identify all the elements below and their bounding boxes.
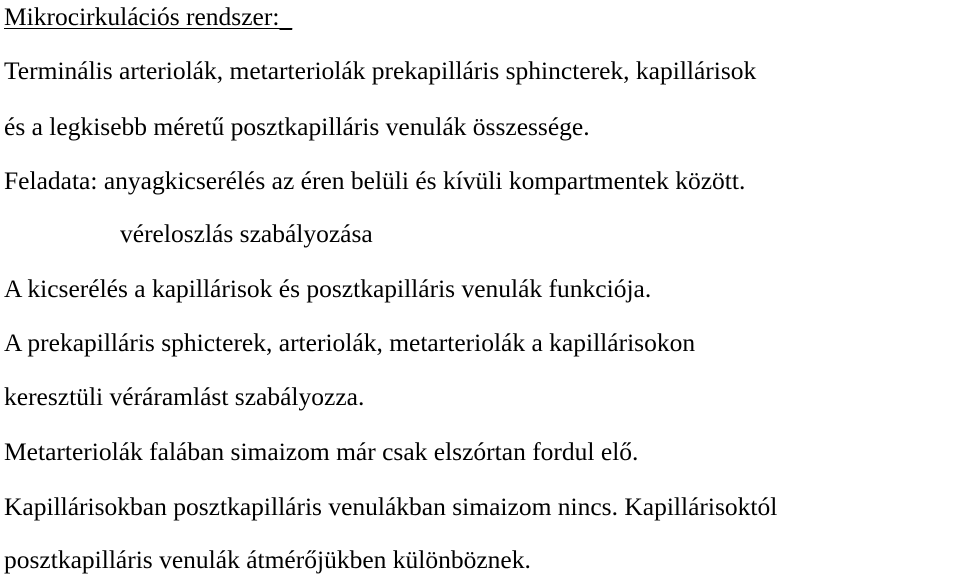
text-line-6: A prekapilláris sphicterek, arteriolák, metarteriolák a kapillárisokon xyxy=(4,328,696,357)
text-line-5: A kicserélés a kapillárisok és posztkapilláris venulák funkciója. xyxy=(4,274,652,303)
text-line-8: Metarteriolák falában simaizom már csak elszórtan fordul elő. xyxy=(4,437,639,466)
document-title: Mikrocirkulációs rendszer: xyxy=(4,2,280,31)
text-line-2: és a legkisebb méretű posztkapilláris venulák összessége. xyxy=(4,112,590,141)
text-line-9: Kapillárisokban posztkapilláris venulákban simaizom nincs. Kapillárisoktól xyxy=(4,492,778,521)
text-line-7: keresztüli véráramlást szabályozza. xyxy=(4,382,365,411)
text-line-10: posztkapilláris venulák átmérőjükben különböznek. xyxy=(4,545,531,574)
text-line-1: Terminális arteriolák, metarteriolák prekapilláris sphincterek, kapillárisok xyxy=(4,56,757,85)
text-line-3: Feladata: anyagkicserélés az éren belüli és kívüli kompartmentek között. xyxy=(4,166,746,195)
text-line-4-indented: véreloszlás szabályozása xyxy=(120,219,373,248)
